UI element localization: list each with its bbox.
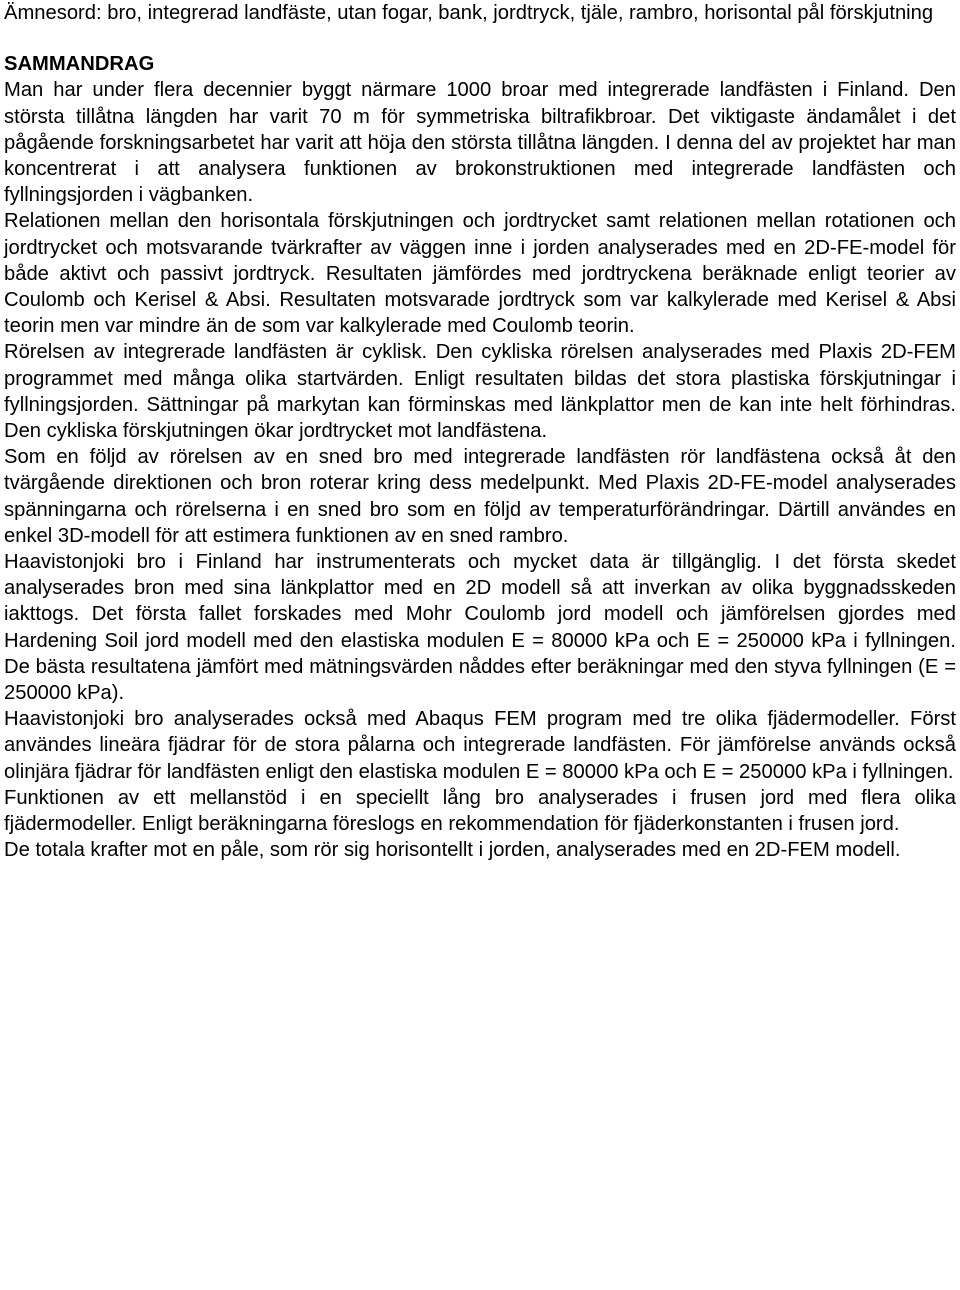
- paragraph: Som en följd av rörelsen av en sned bro med integrerade landfästen rör landfästena också åt den tvärgående direktionen och bron roterar kring dess medelpunkt. Med Plaxis 2D-FE-model analyserades spänningarna och rörelserna i en sned bro som en följd av temperaturförändringar. Därtill användes en enkel 3D-modell för att estimera funktionen av en sned rambro.: [4, 446, 956, 547]
- keywords-line: Ämnesord: bro, integrerad landfäste, utan fogar, bank, jordtryck, tjäle, rambro, horisontal pål förskjutning: [4, 2, 934, 24]
- paragraph: Man har under flera decennier byggt närmare 1000 broar med integrerade landfästen i Finland. Den största tillåtna längden har varit 70 m för symmetriska biltrafikbroar. Det viktigaste ändamålet i det pågående forskningsarbetet har varit att höja den största tillåtna längden. I denna del av projektet har man koncentrerat i att analysera funktionen av brokonstruktionen med integrerade landfästen och fyllningsjorden i vägbanken.: [4, 79, 956, 207]
- section-heading: SAMMANDRAG: [4, 53, 155, 76]
- document-page: [4, 0, 956, 864]
- paragraph: Funktionen av ett mellanstöd i en speciellt lång bro analyserades i frusen jord med flera olika fjädermodeller. Enligt beräkningarna föreslogs en rekommendation för fjäderkonstanten i frusen jord.: [4, 786, 956, 836]
- paragraph: De totala krafter mot en påle, som rör sig horisontellt i jorden, analyserades med en 2D-FEM modell.: [4, 839, 901, 862]
- paragraph: Haavistonjoki bro i Finland har instrumenterats och mycket data är tillgänglig. I det första skedet analyserades bron med sina länkplattor med en 2D modell så att inverkan av olika byggnadsskeden iakttogs. Det första fallet forskades med Mohr Coulomb jord modell och jämförelsen gjordes med Hardening Soil jord modell med den elastiska modulen E = 80000 kPa och E = 250000 kPa i fyllningen. De bästa resultatena jämfört med mätningsvärden nåddes efter beräkningar med den styva fyllningen (E = 250000 kPa).: [4, 551, 956, 705]
- paragraph: Relationen mellan den horisontala förskjutningen och jordtrycket samt relationen mellan rotationen och jordtrycket och motsvarande tvärkrafter av väggen inne i jorden analyserades med en 2D-FE-model för både aktivt och passivt jordtryck. Resultaten jämfördes med jordtryckena beräknade enligt teorier av Coulomb och Kerisel & Absi. Resultaten motsvarade jordtryck som var kalkylerade med Kerisel & Absi teorin men var mindre än de som var kalkylerade med Coulomb teorin.: [4, 210, 956, 338]
- paragraph: Rörelsen av integrerade landfästen är cyklisk. Den cykliska rörelsen analyserades med Plaxis 2D-FEM programmet med många olika startvärden. Enligt resultaten bildas det stora plastiska förskjutningar i fyllningsjorden. Sättningar på markytan kan förminskas med länkplattor men de kan inte helt förhindras. Den cykliska förskjutningen ökar jordtrycket mot landfästena.: [4, 341, 956, 443]
- paragraph: Haavistonjoki bro analyserades också med Abaqus FEM program med tre olika fjädermodeller. Först användes lineära fjädrar för de stora pålarna och integrerade landfästen. För jämförelse används också olinjära fjädrar för landfästen enligt den elastiska modulen E = 80000 kPa och E = 250000 kPa i fyllningen.: [4, 708, 956, 783]
